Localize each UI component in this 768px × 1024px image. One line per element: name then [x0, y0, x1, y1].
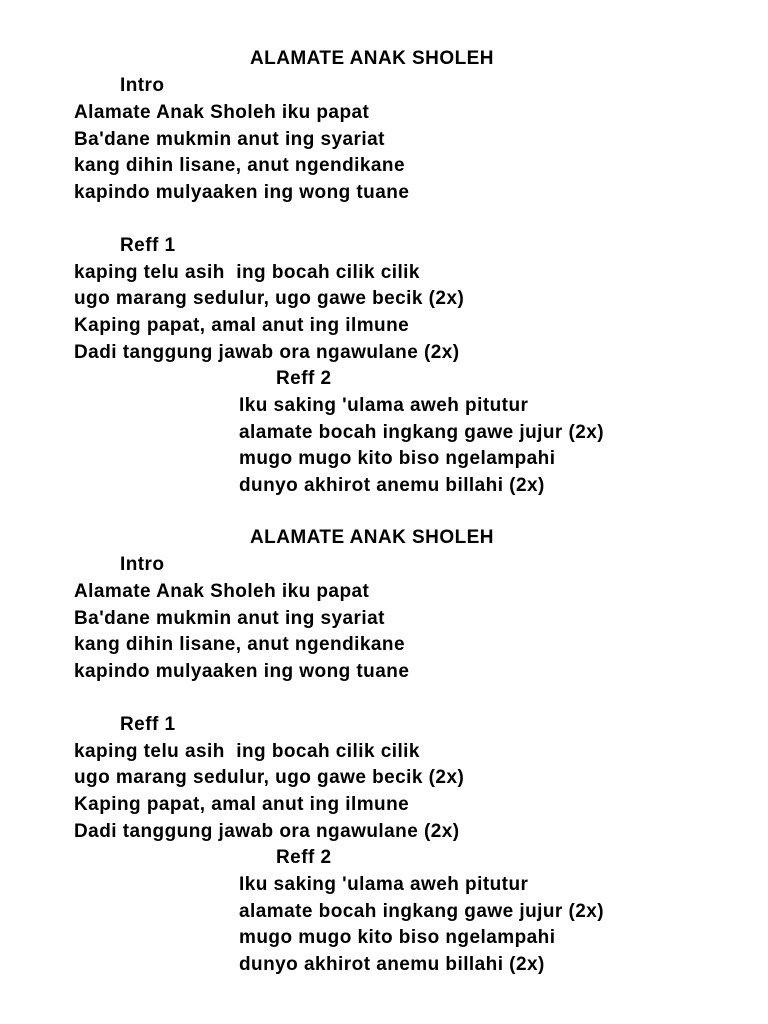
- verse-line: kapindo mulyaaken ing wong tuane: [74, 661, 410, 682]
- verse-line: kang dihin lisane, anut ngendikane: [74, 634, 405, 655]
- reff2-line: alamate bocah ingkang gawe jujur (2x): [239, 901, 605, 922]
- song-title: ALAMATE ANAK SHOLEH: [250, 48, 494, 69]
- verse-line: Alamate Anak Sholeh iku papat: [74, 102, 370, 123]
- verse-line: Alamate Anak Sholeh iku papat: [74, 581, 370, 602]
- reff2-label: Reff 2: [276, 368, 332, 389]
- verse-line: kapindo mulyaaken ing wong tuane: [74, 182, 410, 203]
- reff1-line: Dadi tanggung jawab ora ngawulane (2x): [74, 342, 460, 363]
- reff1-line: Kaping papat, amal anut ing ilmune: [74, 794, 410, 815]
- verse-line: Ba'dane mukmin anut ing syariat: [74, 129, 385, 150]
- verse-line: Ba'dane mukmin anut ing syariat: [74, 608, 385, 629]
- intro-label: Intro: [120, 554, 165, 575]
- song-title: ALAMATE ANAK SHOLEH: [250, 527, 494, 548]
- reff1-line: kaping telu asih ing bocah cilik cilik: [74, 741, 420, 762]
- reff2-line: Iku saking 'ulama aweh pitutur: [239, 874, 529, 895]
- reff1-line: kaping telu asih ing bocah cilik cilik: [74, 262, 420, 283]
- intro-label: Intro: [120, 75, 165, 96]
- reff2-line: dunyo akhirot anemu billahi (2x): [239, 475, 545, 496]
- reff1-line: ugo marang sedulur, ugo gawe becik (2x): [74, 767, 465, 788]
- reff2-line: alamate bocah ingkang gawe jujur (2x): [239, 422, 605, 443]
- reff2-line: dunyo akhirot anemu billahi (2x): [239, 954, 545, 975]
- reff2-line: mugo mugo kito biso ngelampahi: [239, 927, 556, 948]
- reff1-line: Kaping papat, amal anut ing ilmune: [74, 315, 410, 336]
- reff2-line: mugo mugo kito biso ngelampahi: [239, 448, 556, 469]
- reff2-label: Reff 2: [276, 847, 332, 868]
- reff1-label: Reff 1: [120, 235, 176, 256]
- reff2-line: Iku saking 'ulama aweh pitutur: [239, 395, 529, 416]
- reff1-line: ugo marang sedulur, ugo gawe becik (2x): [74, 288, 465, 309]
- reff1-line: Dadi tanggung jawab ora ngawulane (2x): [74, 821, 460, 842]
- reff1-label: Reff 1: [120, 714, 176, 735]
- verse-line: kang dihin lisane, anut ngendikane: [74, 155, 405, 176]
